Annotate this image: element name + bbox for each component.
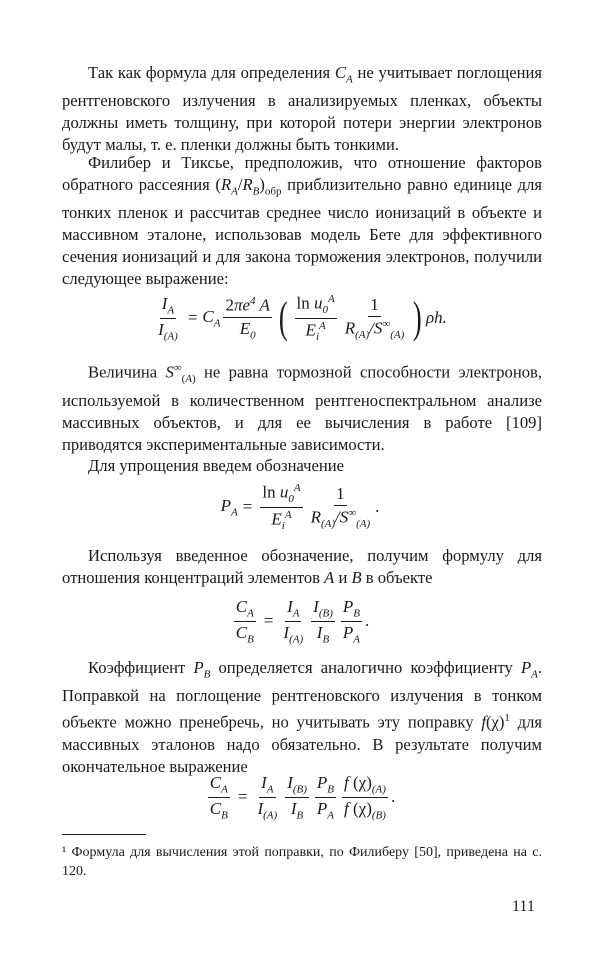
paragraph-2: Филибер и Тиксье, предположив, что отношение факторов обратного рассеяния $(R_A/R_B)_{обр}$ приблизительно равно единице для тонких пленок и рассчитав среднее число ионизаций в объекте и массивном эталоне, использовав модель Бете для эффективного сечения ионизаций и для закона торможения электронов, получили следующее выражение:: [62, 153, 542, 289]
paragraph-6: Коэффициент $P_B$ определяется аналогично коэффициенту $P_A$. Поправкой на поглощение рентгеновского излучения в тонком объекте можно пренебречь, но учитывать эту поправку $f(\chi)^1$ для массивных эталонов надо обязательно. В результате получим окончательное выражение: [62, 658, 542, 776]
formula-final-expression: $\frac{C_A}{C_B}$ = $\frac{I_A}{I_{(A)}}$ $\frac{I_{(B)}}{I_B}$ $\frac{P_B}{P_A}$ $\frac{f (\chi)_{(A)}}{f (\chi)_{(B)}}$ .: [209, 773, 396, 821]
footnote: ¹ Формула для вычисления этой поправки, по Филиберу [50], приведена на с. 120.: [62, 845, 542, 879]
paragraph-5: Используя введенное обозначение, получим формулу для отношения концентраций элементов A и B в объекте: [62, 546, 542, 587]
paragraph-1: Так как формула для определения $C_A$ не учитывает поглощения рентгеновского излучения в анализируемых пленках, объекты должны иметь толщину, при которой потери энергии электронов будут малы, т. е. пленки должны быть тонкими.: [62, 63, 542, 155]
formula-pa-definition: $P_A$ = $\frac{\ln u_0^A}{E_i^A}$ $\frac{1}{R_{(A)}/S^\infty_{(A)}}$ .: [220, 482, 380, 532]
paragraph-4: Для упрощения введем обозначение: [88, 456, 345, 475]
page-number: 111: [512, 898, 535, 915]
formula-concentration-ratio: $\frac{C_A}{C_B}$ = $\frac{I_A}{I_{(A)}}$ $\frac{I_{(B)}}{I_B}$ $\frac{P_B}{P_A}$ .: [235, 597, 370, 645]
footnote-divider: [62, 834, 146, 835]
paragraph-3: Величина $S^\infty_{(A)}$ не равна тормозной способности электронов, используемой в количественном рентгеноспектральном анализе массивных объектов, и для ее вычисления в работе [109] приводятся экспериментальные зависимости.: [62, 362, 543, 454]
formula-ionization-ratio: $\frac{I_A}{I_{(A)}}$ = $C_A$ $\frac{2\pi e^4 A}{E_0}$ ( $\frac{\ln u_0^A}{E_i^A}$ $\frac{1}{R_{(A)}/S^\infty_{(A)}}$ ) ρh.: [158, 293, 447, 343]
